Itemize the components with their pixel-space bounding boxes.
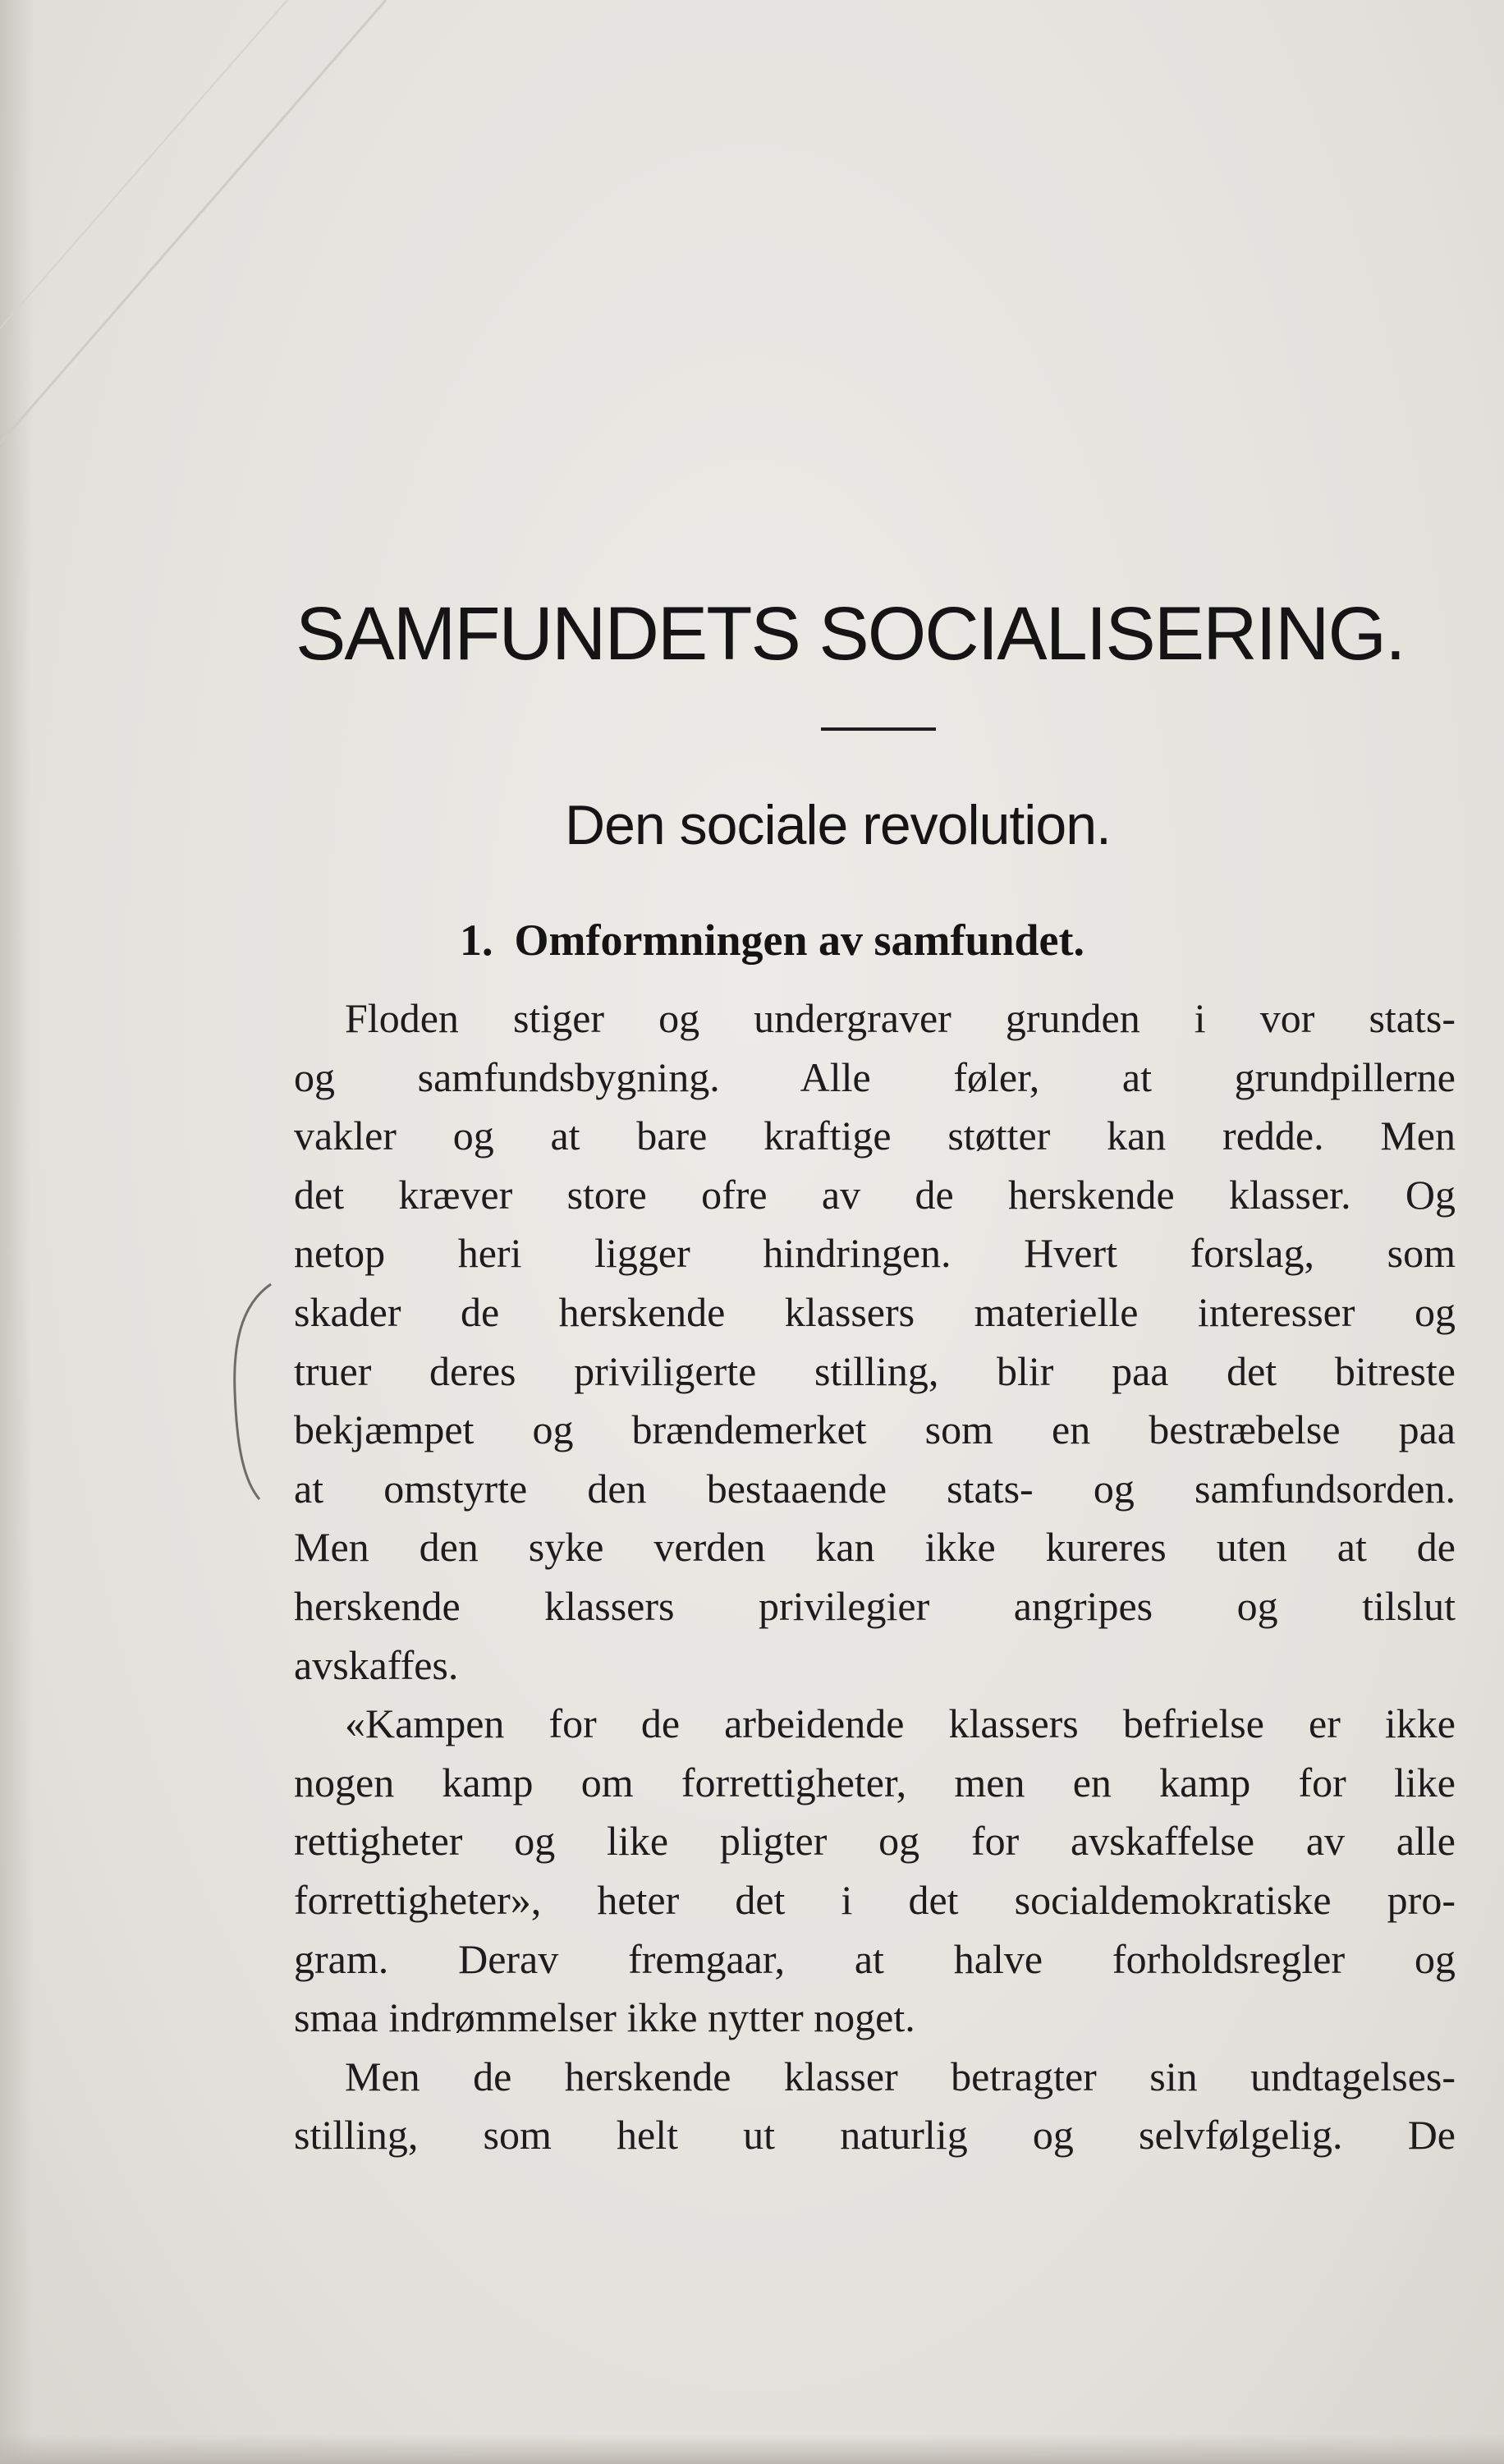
paragraph-line: gram. Derav fremgaar, at halve forholdsregler og: [294, 1935, 1456, 1982]
paragraph-line: herskende klassers privilegier angripes og tilslut: [294, 1582, 1456, 1629]
page-edge-shadow: [0, 0, 33, 2464]
paragraph-line: Men de herskende klasser betragter sin undtagelses-: [345, 2053, 1456, 2099]
paragraph-line: truer deres priviligerte stilling, blir paa det bitreste: [294, 1347, 1456, 1394]
subtitle: Den sociale revolution.: [565, 794, 1111, 856]
page-bottom-edge: [0, 2434, 1504, 2464]
paragraph-line: rettigheter og like pligter og for avskaffelse av alle: [294, 1818, 1456, 1865]
body-text: [294, 989, 1456, 2165]
section-number: 1.: [460, 915, 493, 965]
paragraph-line: bekjæmpet og brændemerket som en bestræbelse paa: [294, 1406, 1456, 1453]
title-divider: [821, 727, 936, 731]
paragraph-line: vakler og at bare kraftige støtter kan redde. Men: [294, 1113, 1456, 1159]
paragraph-line: Floden stiger og undergraver grunden i vor stats-: [345, 995, 1456, 1041]
paragraph-line: «Kampen for de arbeidende klassers befrielse er ikke: [345, 1700, 1456, 1747]
paragraph-line: smaa indrømmelser ikke nytter noget.: [294, 1994, 915, 2041]
paragraph-line: stilling, som helt ut naturlig og selvfølgelig. De: [294, 2112, 1456, 2159]
section-heading-text: Omformningen av samfundet.: [514, 915, 1085, 965]
paragraph-line: at omstyrte den bestaaende stats- og samfundsorden.: [294, 1465, 1456, 1512]
page-title: SAMFUNDETS SOCIALISERING.: [296, 592, 1405, 676]
section-heading: [460, 915, 1084, 966]
paragraph-line: forrettigheter», heter det i det socialdemokratiske pro-: [294, 1876, 1456, 1923]
paragraph-line: nogen kamp om forrettigheter, men en kamp for like: [294, 1759, 1456, 1806]
paragraph-line: skader de herskende klassers materielle interesser og: [294, 1288, 1456, 1335]
paragraph-line: netop heri ligger hindringen. Hvert forslag, som: [294, 1230, 1456, 1277]
paragraph-line: og samfundsbygning. Alle føler, at grundpillerne: [294, 1053, 1456, 1100]
paragraph-line: Men den syke verden kan ikke kureres uten at de: [294, 1524, 1456, 1571]
paragraph-line: det kræver store ofre av de herskende klasser. Og: [294, 1171, 1456, 1218]
paragraph-line: avskaffes.: [294, 1641, 459, 1688]
